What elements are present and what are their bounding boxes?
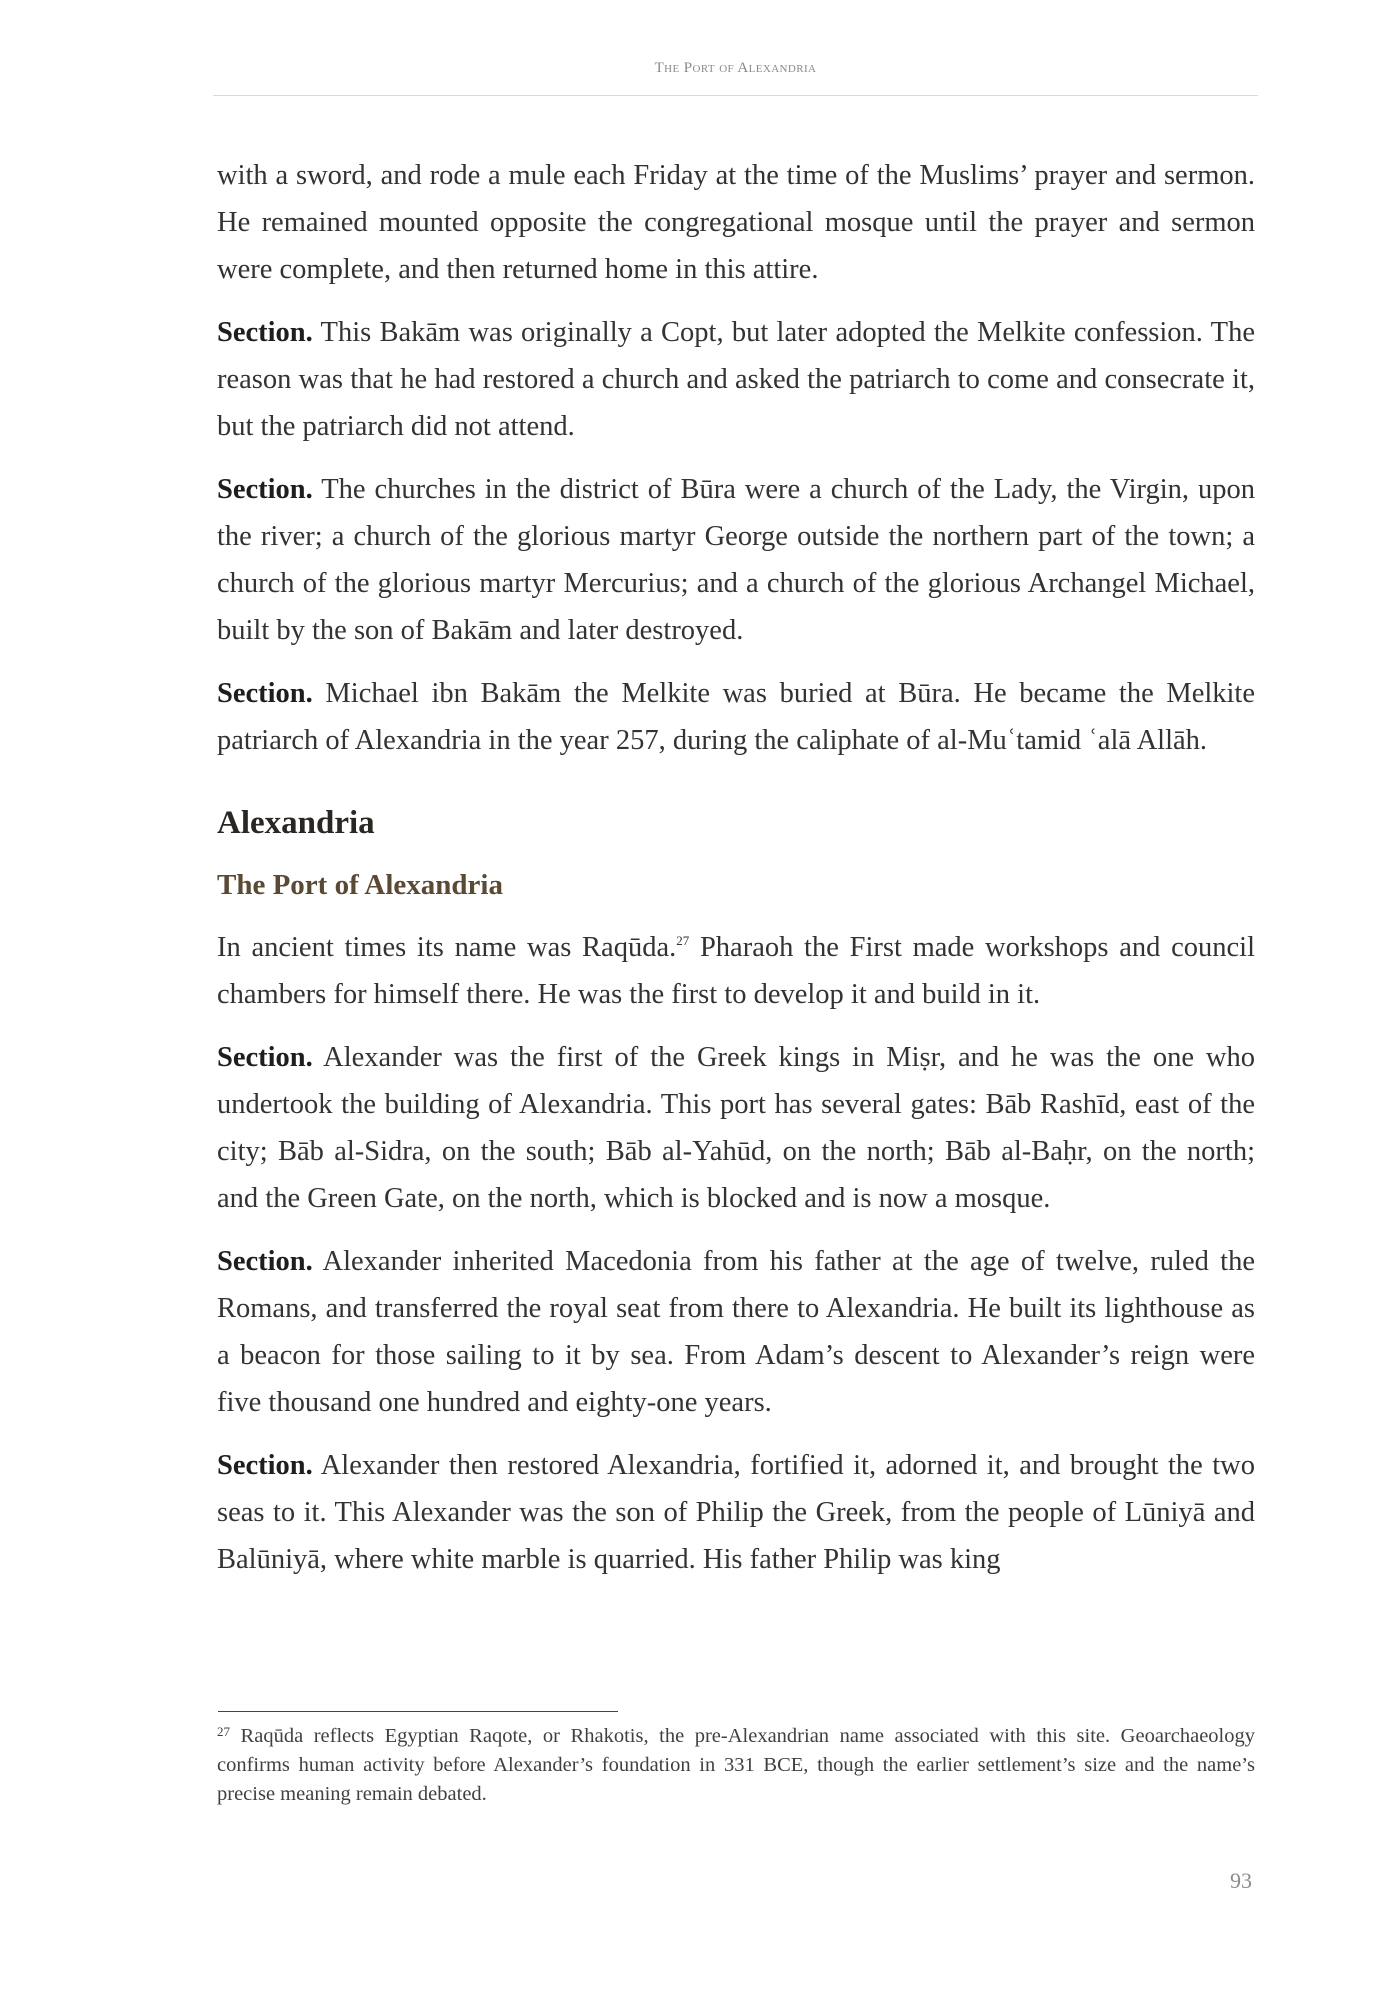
running-head: The Port of Alexandria bbox=[654, 60, 817, 76]
paragraph bbox=[217, 1442, 1255, 1583]
main-text bbox=[217, 152, 1255, 1599]
footnote-number: 27 bbox=[217, 1724, 230, 1739]
footnote-reference[interactable]: 27 bbox=[676, 933, 690, 948]
section-lead: Section. bbox=[217, 1042, 313, 1073]
paragraph-text: Alexander inherited Macedonia from his father at the age of twelve, ruled the Romans, and transferred the royal seat from there to Alexandria. He built its lighthouse as a beacon for those sailing to it by sea. From Adam’s descent to Alexander’s reign were five thousand one hundred and eighty-one years. bbox=[217, 1246, 1255, 1418]
section-lead: Section. bbox=[217, 1450, 313, 1481]
paragraph bbox=[217, 924, 1255, 1018]
paragraph bbox=[217, 152, 1255, 293]
chapter-heading: Alexandria bbox=[217, 805, 375, 841]
paragraph-text: Alexander was the first of the Greek kings in Miṣr, and he was the one who undertook the building of Alexandria. This port has several gates: Bāb Rashīd, east of the city; Bāb al-Sidra, on the south; Bāb al-Yahūd, on the north; Bāb al-Baḥr, on the north; and the Green Gate, on the north, which is blocked and is now a mosque. bbox=[217, 1042, 1255, 1214]
paragraph bbox=[217, 1034, 1255, 1222]
paragraph-text: Alexander then restored Alexandria, fortified it, adorned it, and brought the two seas to it. This Alexander was the son of Philip the Greek, from the people of Lūniyā and Balūniyā, where white marble is quarried. His father Philip was king bbox=[217, 1450, 1255, 1575]
section-heading: The Port of Alexandria bbox=[217, 869, 503, 901]
paragraph-text: This Bakām was originally a Copt, but later adopted the Melkite confession. The reason was that he had restored a church and asked the patriarch to come and consecrate it, but the patriarch did not attend. bbox=[217, 317, 1255, 442]
paragraph bbox=[217, 1238, 1255, 1426]
paragraph bbox=[217, 466, 1255, 654]
paragraph-text: Michael ibn Bakām the Melkite was buried at Būra. He became the Melkite patriarch of Alexandria in the year 257, during the caliphate of al-Muʿtamid ʿalā Allāh. bbox=[217, 678, 1255, 756]
section-lead: Section. bbox=[217, 317, 313, 348]
footnote-rule bbox=[218, 1711, 618, 1712]
paragraph-text: The churches in the district of Būra were a church of the Lady, the Virgin, upon the river; a church of the glorious martyr George outside the northern part of the town; a church of the glorious martyr Mercurius; and a church of the glorious Archangel Michael, built by the son of Bakām and later destroyed. bbox=[217, 474, 1255, 646]
section-lead: Section. bbox=[217, 474, 313, 505]
section-lead: Section. bbox=[217, 1246, 313, 1277]
paragraph-text: In ancient times its name was Raqūda. bbox=[217, 932, 677, 963]
paragraph bbox=[217, 670, 1255, 764]
section-lead: Section. bbox=[217, 678, 313, 709]
paragraph bbox=[217, 309, 1255, 450]
header-rule bbox=[213, 95, 1258, 96]
paragraph-text: Pharaoh the First made workshops and council chambers for himself there. He was the first to develop it and build in it. bbox=[217, 932, 1255, 1010]
footnote-text: Raqūda reflects Egyptian Raqote, or Rhakotis, the pre-Alexandrian name associated with this site. Geoarchaeology confirms human activity before Alexander’s foundation in 331 BCE, though the earlier settlement’s size and the name’s precise meaning remain debated. bbox=[217, 1725, 1255, 1805]
paragraph-text: with a sword, and rode a mule each Friday at the time of the Muslims’ prayer and sermon. He remained mounted opposite the congregational mosque until the prayer and sermon were complete, and then returned home in this attire. bbox=[217, 160, 1255, 285]
page-number: 93 bbox=[1230, 1868, 1252, 1893]
footnote bbox=[217, 1722, 1255, 1809]
